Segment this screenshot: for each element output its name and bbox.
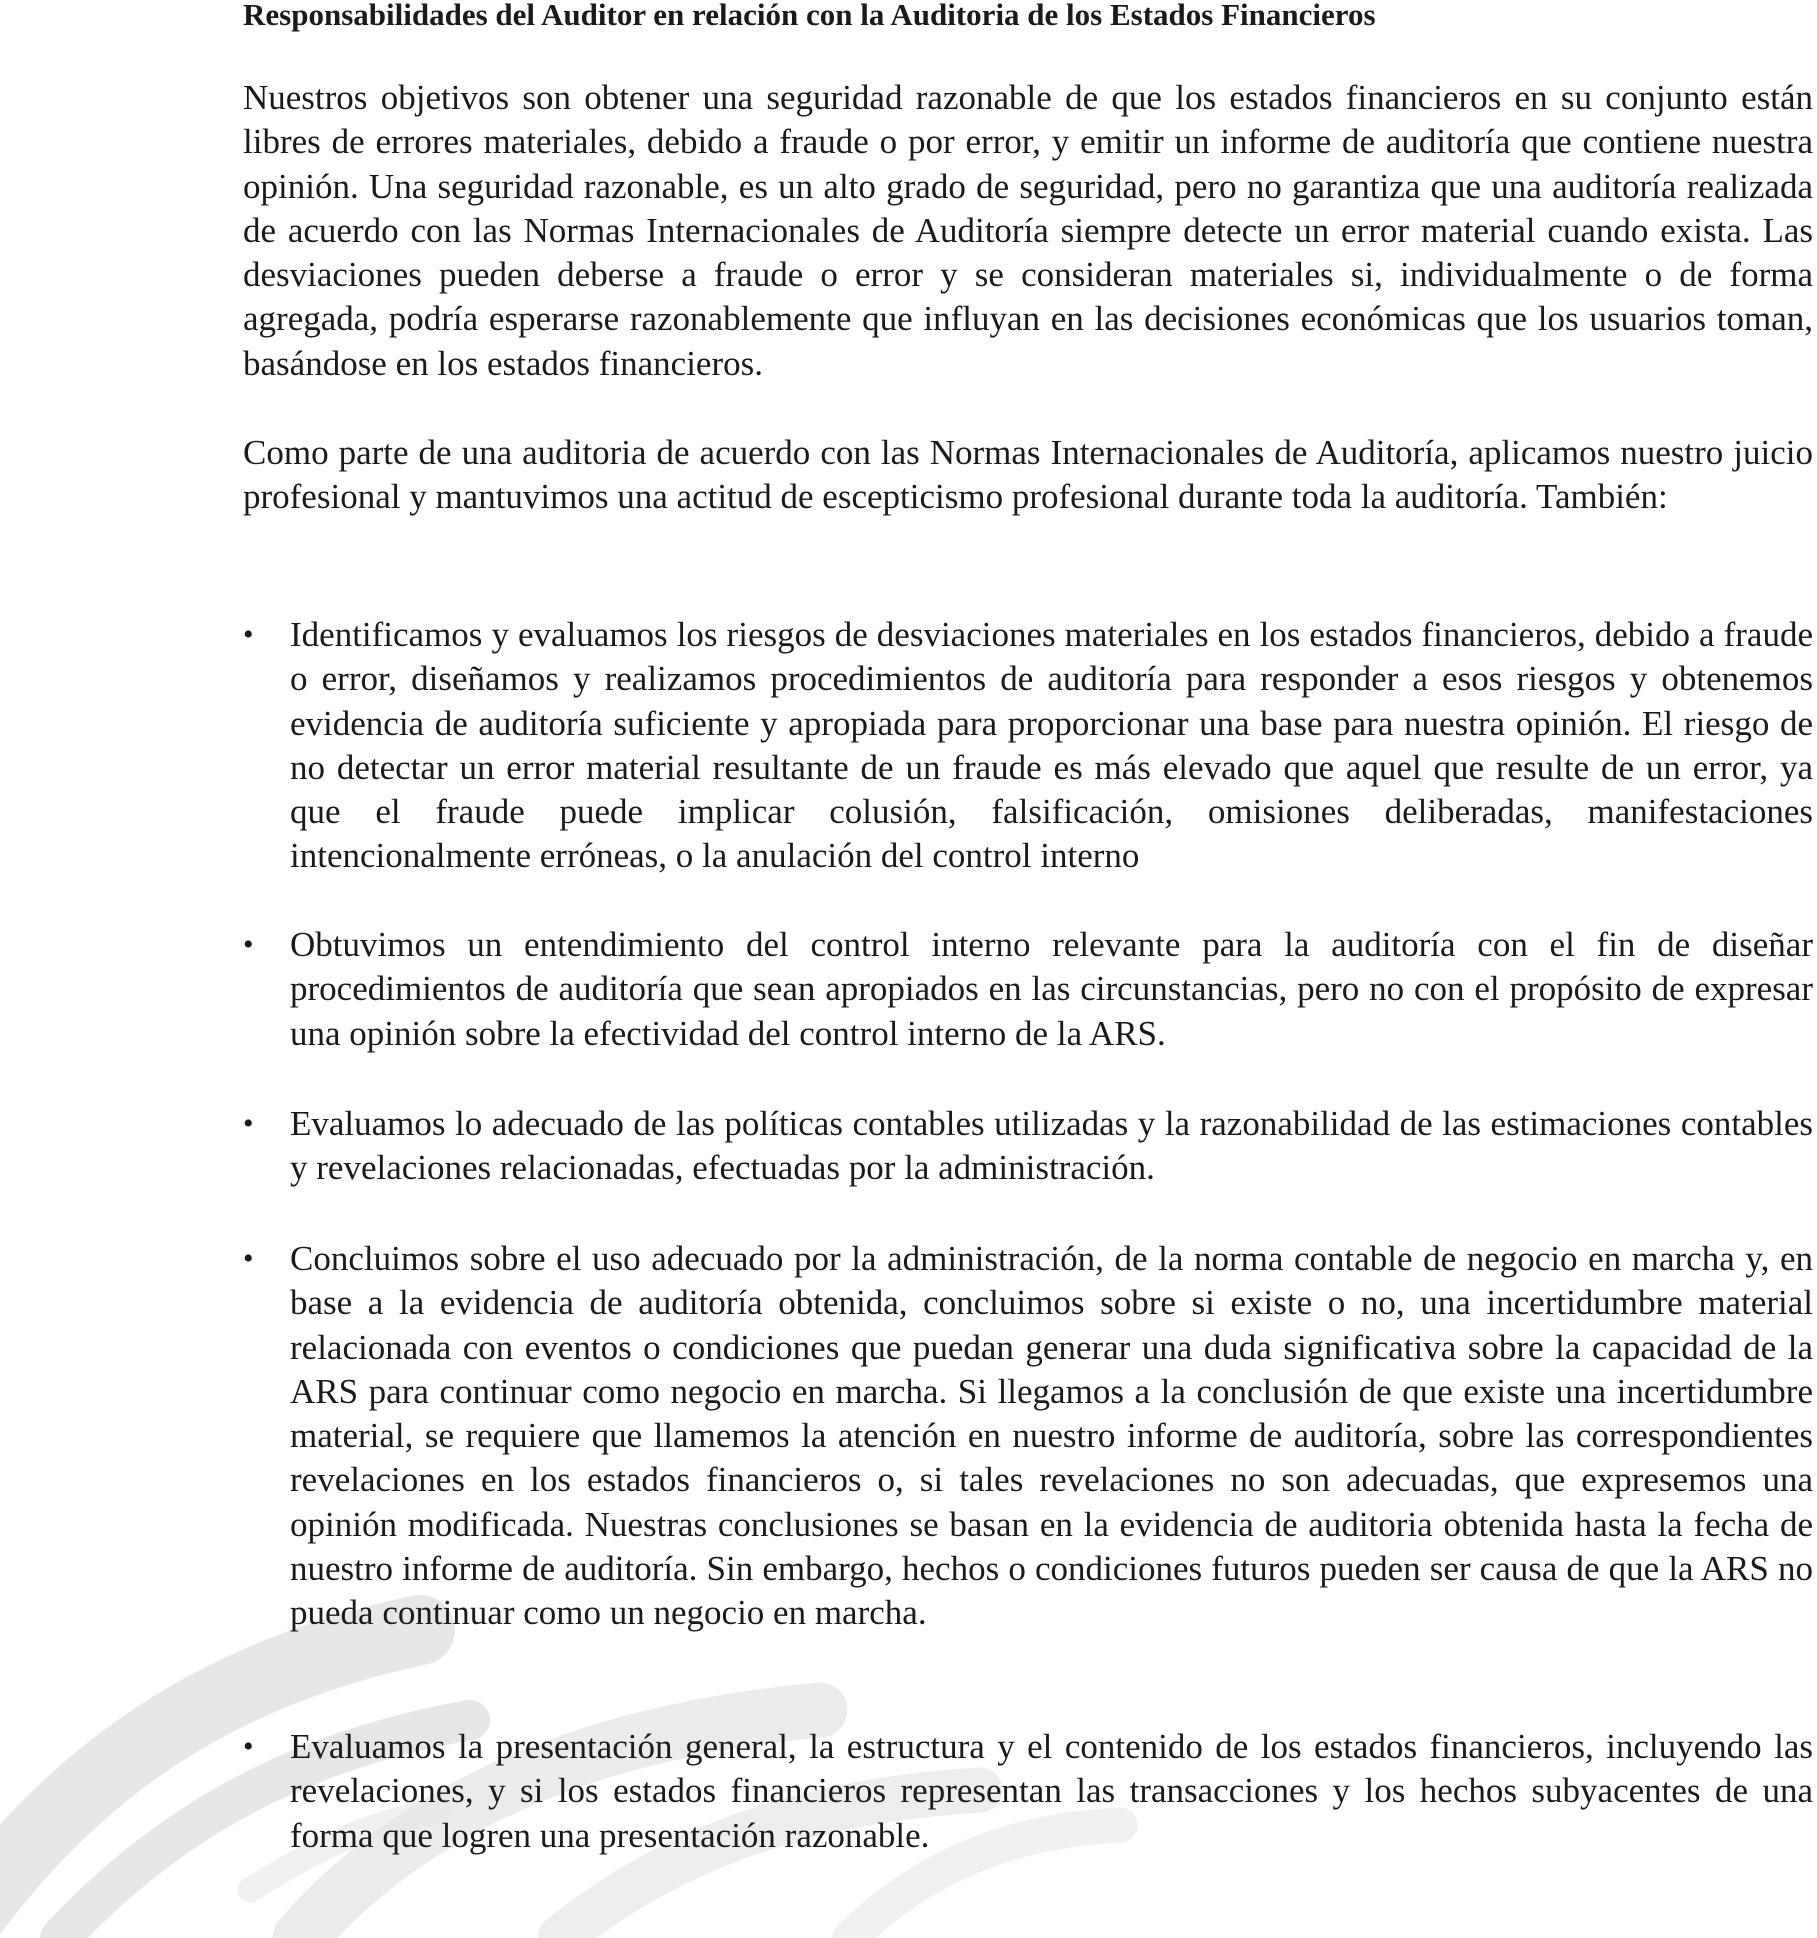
bullet-dot-icon: • <box>243 1242 254 1275</box>
list-item-text: Concluimos sobre el uso adecuado por la administración, de la norma contable de negocio en marcha y, en base a la evidencia de auditoría obtenida, concluimos sobre si existe o no, una incertidumbre material relacionada con eventos o condiciones que puedan generar una duda significativa sobre la capacidad de la ARS para continuar como negocio en marcha. Si llegamos a la conclusión de que existe una incertidumbre material, se requiere que llamemos la atención en nuestro informe de auditoría, sobre las correspondientes revelaciones en los estados financieros o, si tales revelaciones no son adecuadas, que expresemos una opinión modificada. Nuestras conclusiones se basan en la evidencia de auditoria obtenida hasta la fecha de nuestro informe de auditoría. Sin embargo, hechos o condiciones futuros pueden ser causa de que la ARS no pueda continuar como un negocio en marcha. <box>290 1239 1813 1633</box>
list-item-text: Obtuvimos un entendimiento del control interno relevante para la auditoría con el fin de diseñar procedimientos de auditoría que sean apropiados en las circunstancias, pero no con el propósito de expresar una opinión sobre la efectividad del control interno de la ARS. <box>290 925 1813 1053</box>
list-item-text: Evaluamos lo adecuado de las políticas contables utilizadas y la razonabilidad de las estimaciones contables y revelaciones relacionadas, efectuadas por la administración. <box>290 1104 1813 1188</box>
bullet-dot-icon: • <box>243 1730 254 1763</box>
section-heading: Responsabilidades del Auditor en relación con la Auditoria de los Estados Financieros <box>243 0 1376 32</box>
bullet-dot-icon: • <box>243 618 254 651</box>
list-item-text: Identificamos y evaluamos los riesgos de desviaciones materiales en los estados financieros, debido a fraude o error, diseñamos y realizamos procedimientos de auditoría para responder a esos riesgos y obtenemos evidencia de auditoría suficiente y apropiada para proporcionar una base para nuestra opinión. El riesgo de no detectar un error material resultante de un fraude es más elevado que aquel que resulte de un error, ya que el fraude puede implicar colusión, falsificación, omisiones deliberadas, manifestaciones intencionalmente erróneas, o la anulación del control interno <box>290 615 1813 876</box>
bullet-dot-icon: • <box>243 928 254 961</box>
list-item-text: Evaluamos la presentación general, la estructura y el contenido de los estados financieros, incluyendo las revelaciones, y si los estados financieros representan las transacciones y los hechos subyacentes de una forma que logren una presentación razonable. <box>290 1727 1813 1855</box>
paragraph-objectives: Nuestros objetivos son obtener una seguridad razonable de que los estados financieros en su conjunto están libres de errores materiales, debido a fraude o por error, y emitir un informe de auditoría que contiene nuestra opinión. Una seguridad razonable, es un alto grado de seguridad, pero no garantiza que una auditoría realizada de acuerdo con las Normas Internacionales de Auditoría siempre detecte un error material cuando exista. Las desviaciones pueden deberse a fraude o error y se consideran materiales si, individualmente o de forma agregada, podría esperarse razonablemente que influyan en las decisiones económicas que los usuarios toman, basándose en los estados financieros. <box>243 78 1813 383</box>
paragraph-audit-scope: Como parte de una auditoria de acuerdo con las Normas Internacionales de Auditoría, aplicamos nuestro juicio profesional y mantuvimos una actitud de escepticismo profesional durante toda la auditoría. También: <box>243 433 1813 517</box>
bullet-dot-icon: • <box>243 1107 254 1140</box>
